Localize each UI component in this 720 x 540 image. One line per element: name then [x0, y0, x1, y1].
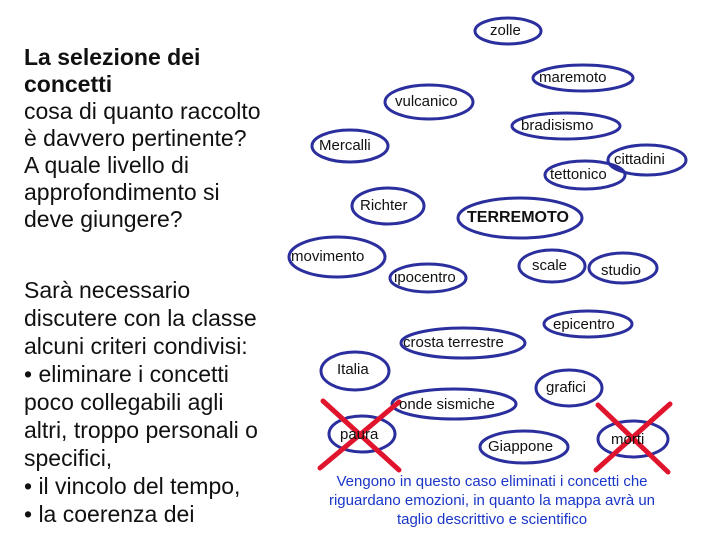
- concept-studio: studio: [601, 262, 642, 279]
- concept-onde-sismiche: onde sismiche: [399, 396, 495, 413]
- concept-grafici: grafici: [546, 379, 587, 396]
- title-line: La selezione dei: [24, 44, 201, 70]
- criteria-line: altri, troppo personali o: [24, 417, 258, 443]
- question-line: cosa di quanto raccolto: [24, 98, 261, 124]
- concept-scale: scale: [532, 257, 568, 274]
- criteria-line: alcuni criteri condivisi:: [24, 333, 248, 359]
- criteria-line: Sarà necessario: [24, 277, 191, 303]
- concept-giappone: Giappone: [488, 438, 554, 455]
- question-line: deve giungere?: [24, 206, 183, 232]
- criteria-line: • eliminare i concetti: [24, 361, 229, 387]
- concept-italia: Italia: [337, 361, 369, 378]
- concept-bradisismo: bradisismo: [521, 117, 594, 134]
- concept-movimento: movimento: [291, 248, 365, 265]
- concept-epicentro: epicentro: [553, 316, 615, 333]
- caption-line: riguardano emozioni, in quanto la mappa avrà un: [328, 492, 656, 509]
- concept-richter: Richter: [360, 197, 408, 214]
- concept-crosta-terrestre: crosta terrestre: [403, 334, 504, 351]
- criteria-line: • la coerenza dei: [24, 501, 195, 527]
- criteria-line: • il vincolo del tempo,: [24, 473, 241, 499]
- concept-maremoto: maremoto: [539, 69, 607, 86]
- concept-cittadini: cittadini: [614, 151, 665, 168]
- caption-line: taglio descrittivo e scientifico: [396, 511, 588, 528]
- question-line: è davvero pertinente?: [24, 125, 247, 151]
- concept-vulcanico: vulcanico: [395, 93, 458, 110]
- concept-zolle: zolle: [490, 22, 521, 39]
- criteria-line: discutere con la classe: [24, 305, 257, 331]
- concept-ipocentro: ipocentro: [394, 269, 456, 286]
- criteria-line: poco collegabili agli: [24, 389, 224, 415]
- concept-terremoto: TERREMOTO: [467, 209, 569, 226]
- concept-mercalli: Mercalli: [319, 137, 371, 154]
- question-line: approfondimento si: [24, 179, 220, 205]
- title-line: concetti: [24, 71, 113, 97]
- elimination-caption: [292, 472, 692, 529]
- criteria-line: specifici,: [24, 445, 113, 471]
- concept-morti: morti: [611, 431, 645, 448]
- question-line: A quale livello di: [24, 152, 189, 178]
- concept-tettonico: tettonico: [550, 166, 607, 183]
- concept-paura: paura: [340, 426, 379, 443]
- caption-line: Vengono in questo caso eliminati i concetti che: [336, 473, 648, 490]
